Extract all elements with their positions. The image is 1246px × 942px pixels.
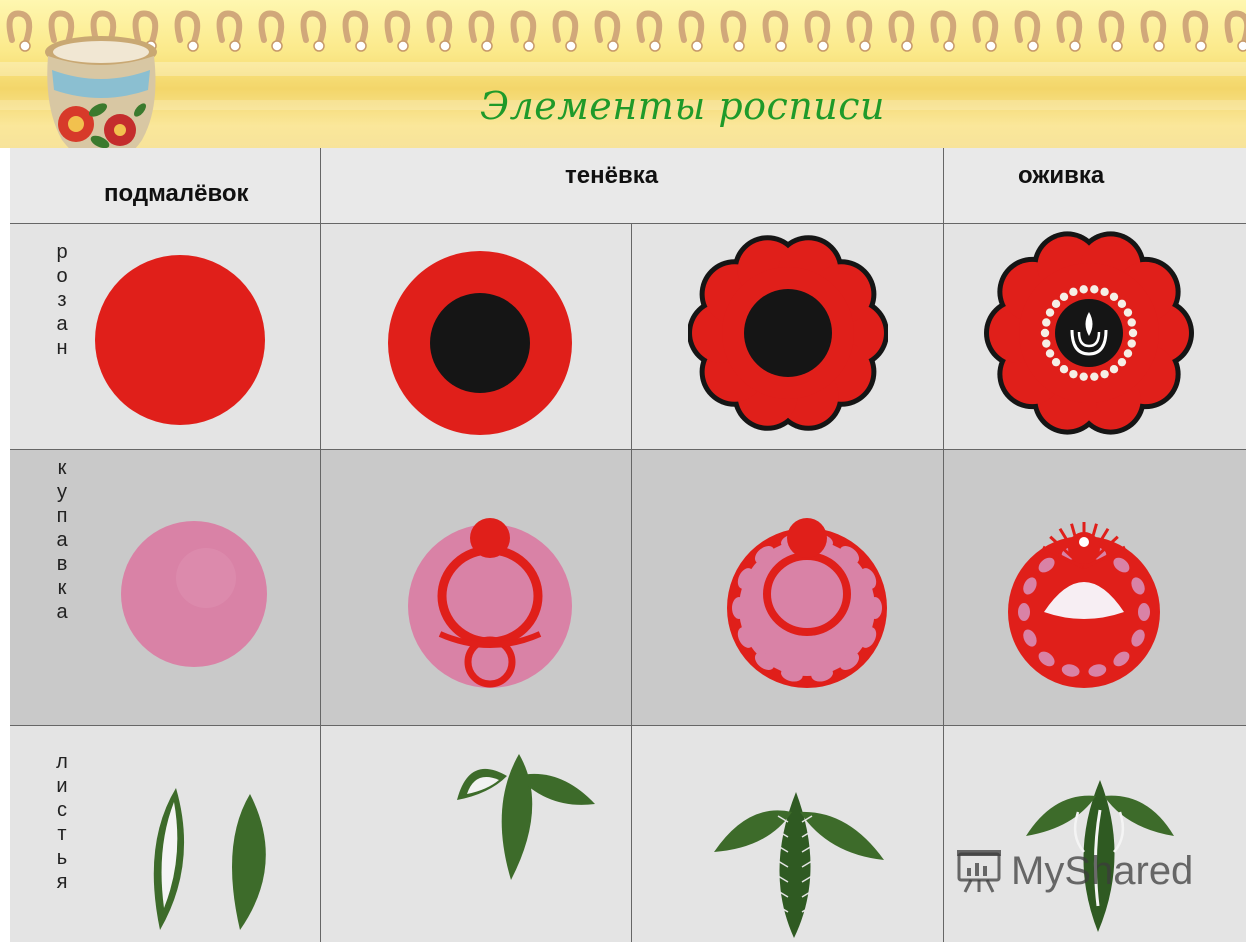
row-label-letter: я (56, 871, 68, 893)
row-label-letter: о (56, 265, 68, 287)
page-title: Элементы росписи (480, 84, 886, 128)
row-label-letter: ь (56, 847, 68, 869)
notebook-spiral (0, 6, 1246, 54)
page-header (0, 0, 1246, 148)
rozan-highlight-flower (984, 230, 1194, 440)
rozan-shading-circle (387, 250, 573, 436)
cell-kupavka-shading-2 (632, 450, 944, 725)
cell-rozan-shading-2 (632, 224, 944, 449)
presentation-board-icon (955, 848, 1003, 894)
row-label-letter: и (56, 775, 68, 797)
kupavka-shading-2 (720, 516, 894, 690)
kupavka-highlight (1004, 522, 1164, 690)
cell-kupavka-highlight (944, 450, 1246, 725)
leaves-shading-2 (708, 782, 888, 942)
painting-elements-table (10, 148, 1246, 942)
row-label-letter: л (56, 751, 68, 773)
header-cell-undercoat (10, 148, 321, 224)
watermark (955, 848, 1193, 894)
row-label-letter: п (56, 505, 68, 527)
kupavka-undercoat-circle (120, 520, 268, 668)
column-header-shading: тенёвка (565, 162, 659, 189)
cell-rozan-highlight (944, 224, 1246, 449)
leaves-shading-1 (429, 746, 609, 886)
rozan-shading-flower (688, 230, 888, 440)
rozan-undercoat-circle (94, 254, 266, 426)
row-label-letter: т (57, 823, 67, 845)
watermark-text: MyShared (1011, 848, 1194, 893)
row-label-letter: н (56, 337, 68, 359)
row-label-rozan (54, 240, 70, 360)
row-label-letter: а (56, 313, 68, 335)
row-label-letter: с (57, 799, 67, 821)
row-label-letter: р (56, 241, 68, 263)
table-row-listya (10, 726, 1246, 942)
cell-listya-shading-2 (632, 726, 944, 942)
kupavka-shading-1 (405, 516, 575, 690)
table-row-rozan (10, 224, 1246, 450)
header-cell-highlight (944, 148, 1246, 224)
header-cell-shading (321, 148, 944, 224)
row-label-letter: к (57, 457, 67, 479)
cell-listya-highlight (944, 726, 1246, 942)
table-row-kupavka (10, 450, 1246, 726)
row-label-letter: з (57, 289, 67, 311)
row-label-letter: а (56, 601, 68, 623)
column-header-undercoat: подмалёвок (104, 180, 249, 207)
row-label-kupavka (54, 456, 70, 624)
column-header-highlight: оживка (1018, 162, 1105, 189)
row-label-letter: а (56, 529, 68, 551)
row-label-listya (54, 750, 70, 894)
cell-listya-shading-1 (321, 726, 632, 942)
row-label-letter: у (57, 481, 67, 503)
cell-rozan-undercoat (10, 224, 321, 449)
cell-listya-undercoat (10, 726, 321, 942)
row-label-letter: к (57, 577, 67, 599)
row-label-letter: в (56, 553, 68, 575)
leaves-undercoat (140, 784, 290, 934)
cell-rozan-shading-1 (321, 224, 632, 449)
cell-kupavka-shading-1 (321, 450, 632, 725)
cell-kupavka-undercoat (10, 450, 321, 725)
